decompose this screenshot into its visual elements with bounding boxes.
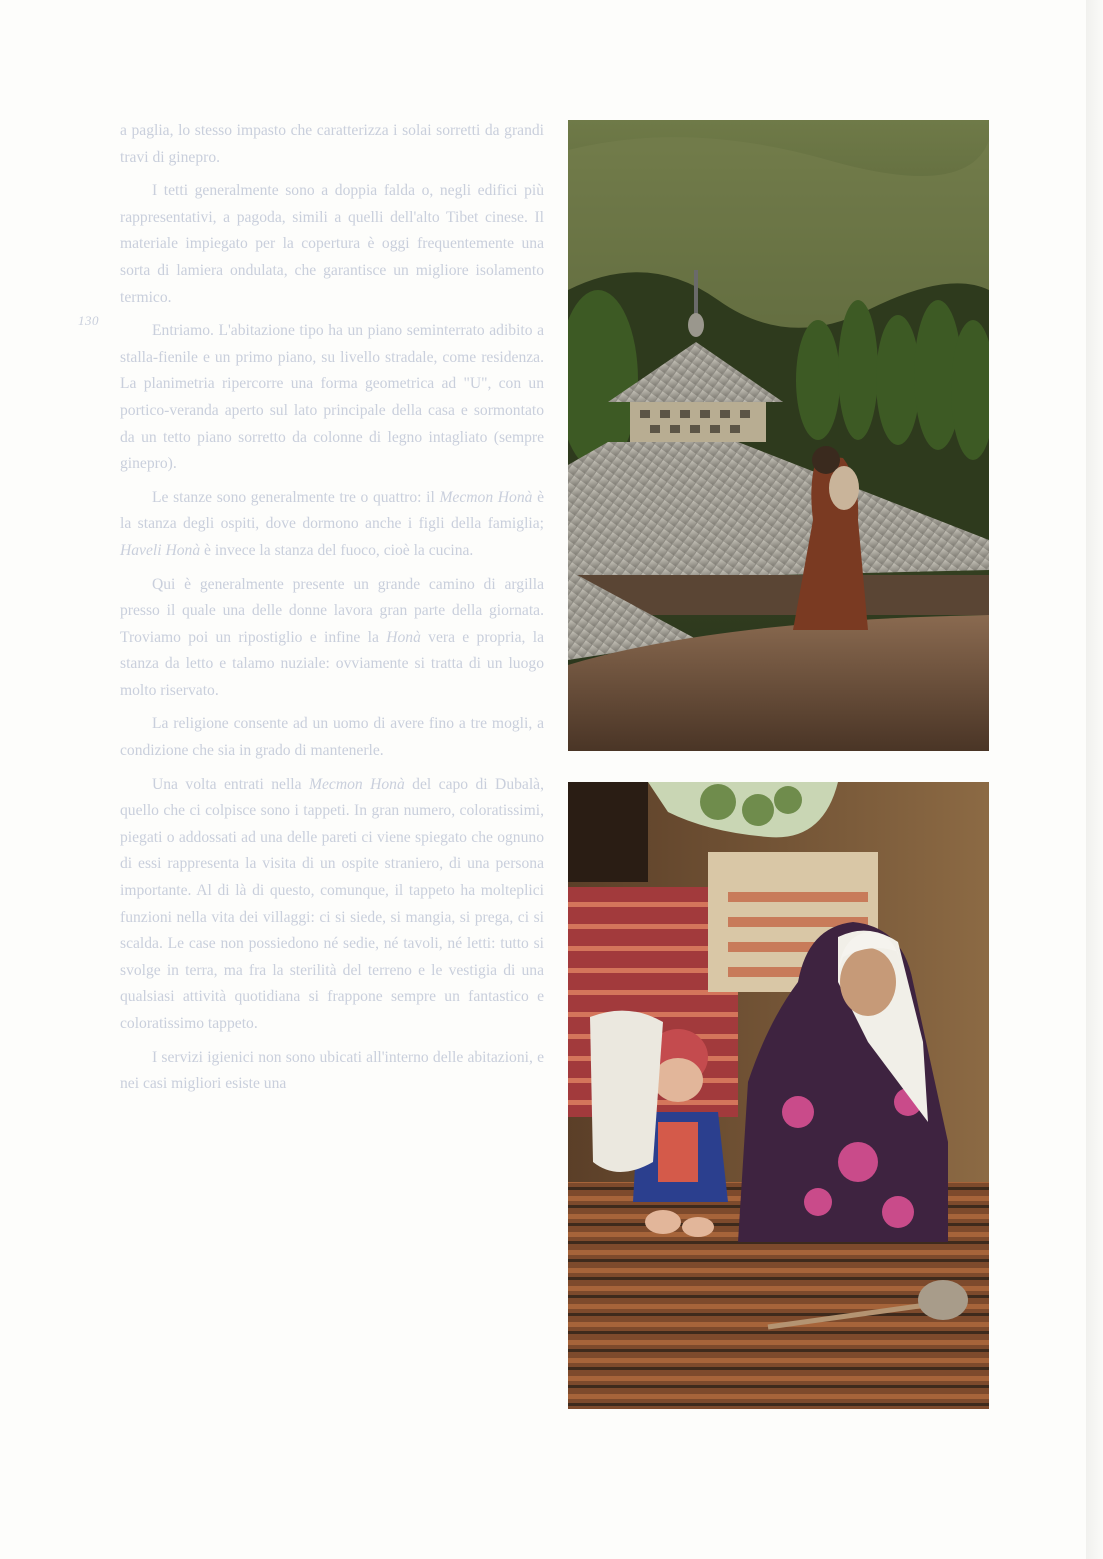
- photo-woman-child-carpets: [568, 782, 989, 1409]
- term-hona: Honà: [386, 628, 421, 646]
- paragraph-7: [120, 772, 544, 1038]
- paragraph-4-text-b: è la stanza degli ospiti, dove dormono anche i figli della famiglia;: [120, 488, 545, 533]
- page-number: 130: [78, 313, 99, 328]
- woman-child-illustration: [568, 782, 989, 1409]
- body-text-column: [120, 118, 544, 1105]
- paragraph-3: Entriamo. L'abitazione tipo ha un piano seminterrato adibito a stalla-fienile e un primo piano, su livello stradale, come residenza. La planimetria ripercorre una forma geometrica ad "U", con un portico-veranda aperto sul lato principale della casa e sormontato da un tetto piano sorretto da colonne di legno intagliato (sempre ginepro).: [120, 322, 544, 473]
- paragraph-5-text-a: Qui è generalmente presente un grande camino di argilla presso il quale una delle donne lavora gran parte della giornata. Troviamo poi un ripostiglio e infine la: [120, 575, 544, 646]
- paragraph-4-text-c: è invece la stanza del fuoco, cioè la cucina.: [200, 541, 474, 559]
- paragraph-1: a paglia, lo stesso impasto che caratterizza i solai sorretti da grandi travi di ginepro.: [120, 122, 544, 166]
- paragraph-2: I tetti generalmente sono a doppia falda o, negli edifici più rappresentativi, a pagoda, simili a quelli dell'alto Tibet cinese. Il materiale impiegato per la copertura è oggi frequentemente una sorta di lamiera ondulata, che garantisce un migliore isolamento termico.: [120, 182, 544, 306]
- photo-pagoda-roof: [568, 120, 989, 751]
- page-edge-shadow: [1086, 0, 1103, 1559]
- paragraph-8: I servizi igienici non sono ubicati all'interno delle abitazioni, e nei casi migliori esiste una: [120, 1048, 544, 1093]
- paragraph-5: [120, 572, 544, 705]
- term-mecmon-hona-2: Mecmon Honà: [308, 775, 405, 793]
- term-mecmon-hona: Mecmon Honà: [439, 488, 533, 506]
- paragraph-7-text-a: Una volta entrati nella: [152, 775, 309, 793]
- paragraph-7-text-b: del capo di Dubalà, quello che ci colpisce sono i tappeti. In gran numero, coloratissimi, piegati o addossati ad una delle pareti ci viene spiegato che ognuno di essi rappresenta la visita di un ospite straniero, di una persona importante. Al di là di questo, comunque, il tappeto ha molteplici funzioni nella vita dei villaggi: ci si siede, si mangia, si prega, ci si scalda. Le case non possiedono né sedie, né tavoli, né letti: tutto si svolge in terra, ma fra la sterilità del terreno e le vestigia di una qualsiasi attività quotidiana si frappone sempre un fantastico e coloratissimo tappeto.: [120, 775, 544, 1032]
- pagoda-roof-illustration: [568, 120, 989, 751]
- paragraph-4: [120, 485, 544, 565]
- term-haveli-hona: Haveli Honà: [120, 541, 201, 559]
- paragraph-6: La religione consente ad un uomo di avere fino a tre mogli, a condizione che sia in grado di mantenerle.: [120, 715, 544, 760]
- paragraph-4-text-a: Le stanze sono generalmente tre o quattro: il: [152, 488, 440, 506]
- paragraph-5-text-b: vera e propria, la stanza da letto e talamo nuziale: ovviamente si tratta di un luogo molto riservato.: [120, 628, 545, 699]
